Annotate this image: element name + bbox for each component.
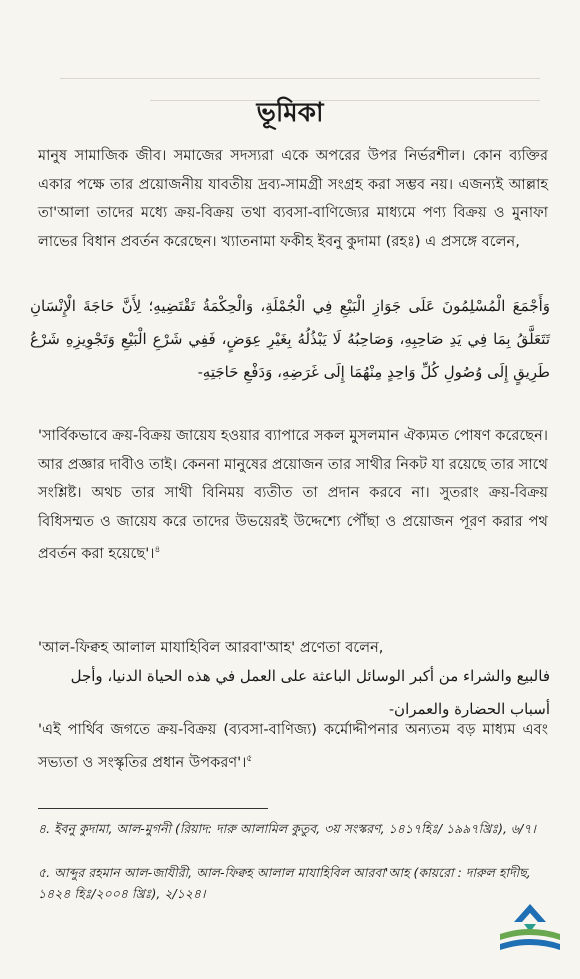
- second-translation-paragraph: [38, 716, 548, 777]
- second-intro-line: 'আল-ফিক্বহ আলাল মাযাহিবিল আরবা'আহ' প্রণেতা বলেন,: [38, 639, 384, 656]
- arabic-quote-jaziri: فالبيع والشراء من أكبر الوسائل الباعثة على العمل في هذه الحياة الدنيا، وأجل أسباب الحضارة والعمران-: [70, 667, 550, 718]
- page-title: ভূমিকা: [256, 98, 324, 128]
- quote-translation-text: 'সার্বিকভাবে ক্রয়-বিক্রয় জায়েয হওয়ার ব্যাপারে সকল মুসলমান ঐক্যমত পোষণ করেছেন। আর প্রজ্ঞার দাবীও তাই। কেননা মানুষের প্রয়োজন তার সাথীর নিকট যা রয়েছে তার সাথে সংশ্লিষ্ট। অথচ তার সাথী বিনিময় ব্যতীত তা প্রদান করবে না। সুতরাং ক্রয়-বিক্রয় বিধিসম্মত ও জায়েয করে তাদের উভয়েরই উদ্দেশ্যে পৌঁছা ও প্রয়োজন পূরণ করার পথ প্রবর্তন করা হয়েছে'।: [38, 427, 548, 562]
- publisher-logo-icon: [496, 900, 564, 958]
- logo-book-top: [500, 929, 560, 940]
- arabic-quote-ibn-qudama: وَأَجْمَعَ الْمُسْلِمُونَ عَلَى جَوَازِ الْبَيْعِ فِي الْجُمْلَةِ، وَالْحِكْمَةُ تَقْتَضِيهِ؛ لِأَنَّ حَاجَةَ الْإِنْسَانِ تَتَعَلَّقُ بِمَا فِي يَدِ صَاحِبِهِ، وَصَاحِبُهُ لَا يَبْذُلُهُ بِغَيْرِ عِوَضٍ، فَفِي شَرْعِ الْبَيْعِ وَتَجْوِيزِهِ شَرْعُ طَرِيقٍ إِلَى وُصُولِ كُلِّ وَاحِدٍ مِنْهُمَا إِلَى غَرَضِهِ، وَدَفْعِ حَاجَتِهِ-: [30, 297, 550, 381]
- quote-translation-paragraph: [38, 422, 548, 568]
- logo-roof-shape: [514, 904, 546, 922]
- footnote-separator: [38, 808, 268, 809]
- intro-paragraph: মানুষ সামাজিক জীব। সমাজের সদস্যরা একে অপরের উপর নির্ভরশীল। কোন ব্যক্তির একার পক্ষে তার প্রয়োজনীয় যাবতীয় দ্রব্য-সামগ্রী সংগ্রহ করা সম্ভব নয়। এজন্যই আল্লাহ তা'আলা তাদের মধ্যে ক্রয়-বিক্রয় তথা ব্যবসা-বাণিজ্যের মাধ্যমে পণ্য বিক্রয় ও মুনাফা লাভের বিধান প্রবর্তন করেছেন। খ্যাতনামা ফকীহ ইবনু কুদামা (রহঃ) এ প্রসঙ্গে বলেন,: [38, 147, 548, 250]
- second-translation-text: 'এই পার্থিব জগতে ক্রয়-বিক্রয় (ব্যবসা-বাণিজ্য) কর্মোদ্দীপনার অন্যতম বড় মাধ্যম এবং সভ্যতা ও সংস্কৃতির প্রধান উপকরণ'।: [38, 721, 548, 771]
- footnote-5: ৫. আব্দুর রহমান আল-জাযীরী, আল-ফিক্বহ আলাল মাযাহিবিল আরবা'আহ (কায়রো : দারুল হাদীছ, ১৪২৪ হিঃ/২০০৪ খ্রিঃ), ২/১২৪।: [38, 865, 531, 901]
- bleed-through-line: [60, 78, 540, 79]
- footnote-mark-4: ৪: [154, 545, 161, 555]
- footnote-mark-5: ৫: [246, 753, 253, 764]
- footnote-4: ৪. ইবনু কুদামা, আল-মুগনী (রিয়াদ: দারু আলামিল কুতুব, ৩য় সংস্করণ, ১৪১৭হিঃ/ ১৯৯৭খ্রিঃ), ৬/৭।: [38, 821, 536, 836]
- logo-book-bottom: [500, 939, 560, 950]
